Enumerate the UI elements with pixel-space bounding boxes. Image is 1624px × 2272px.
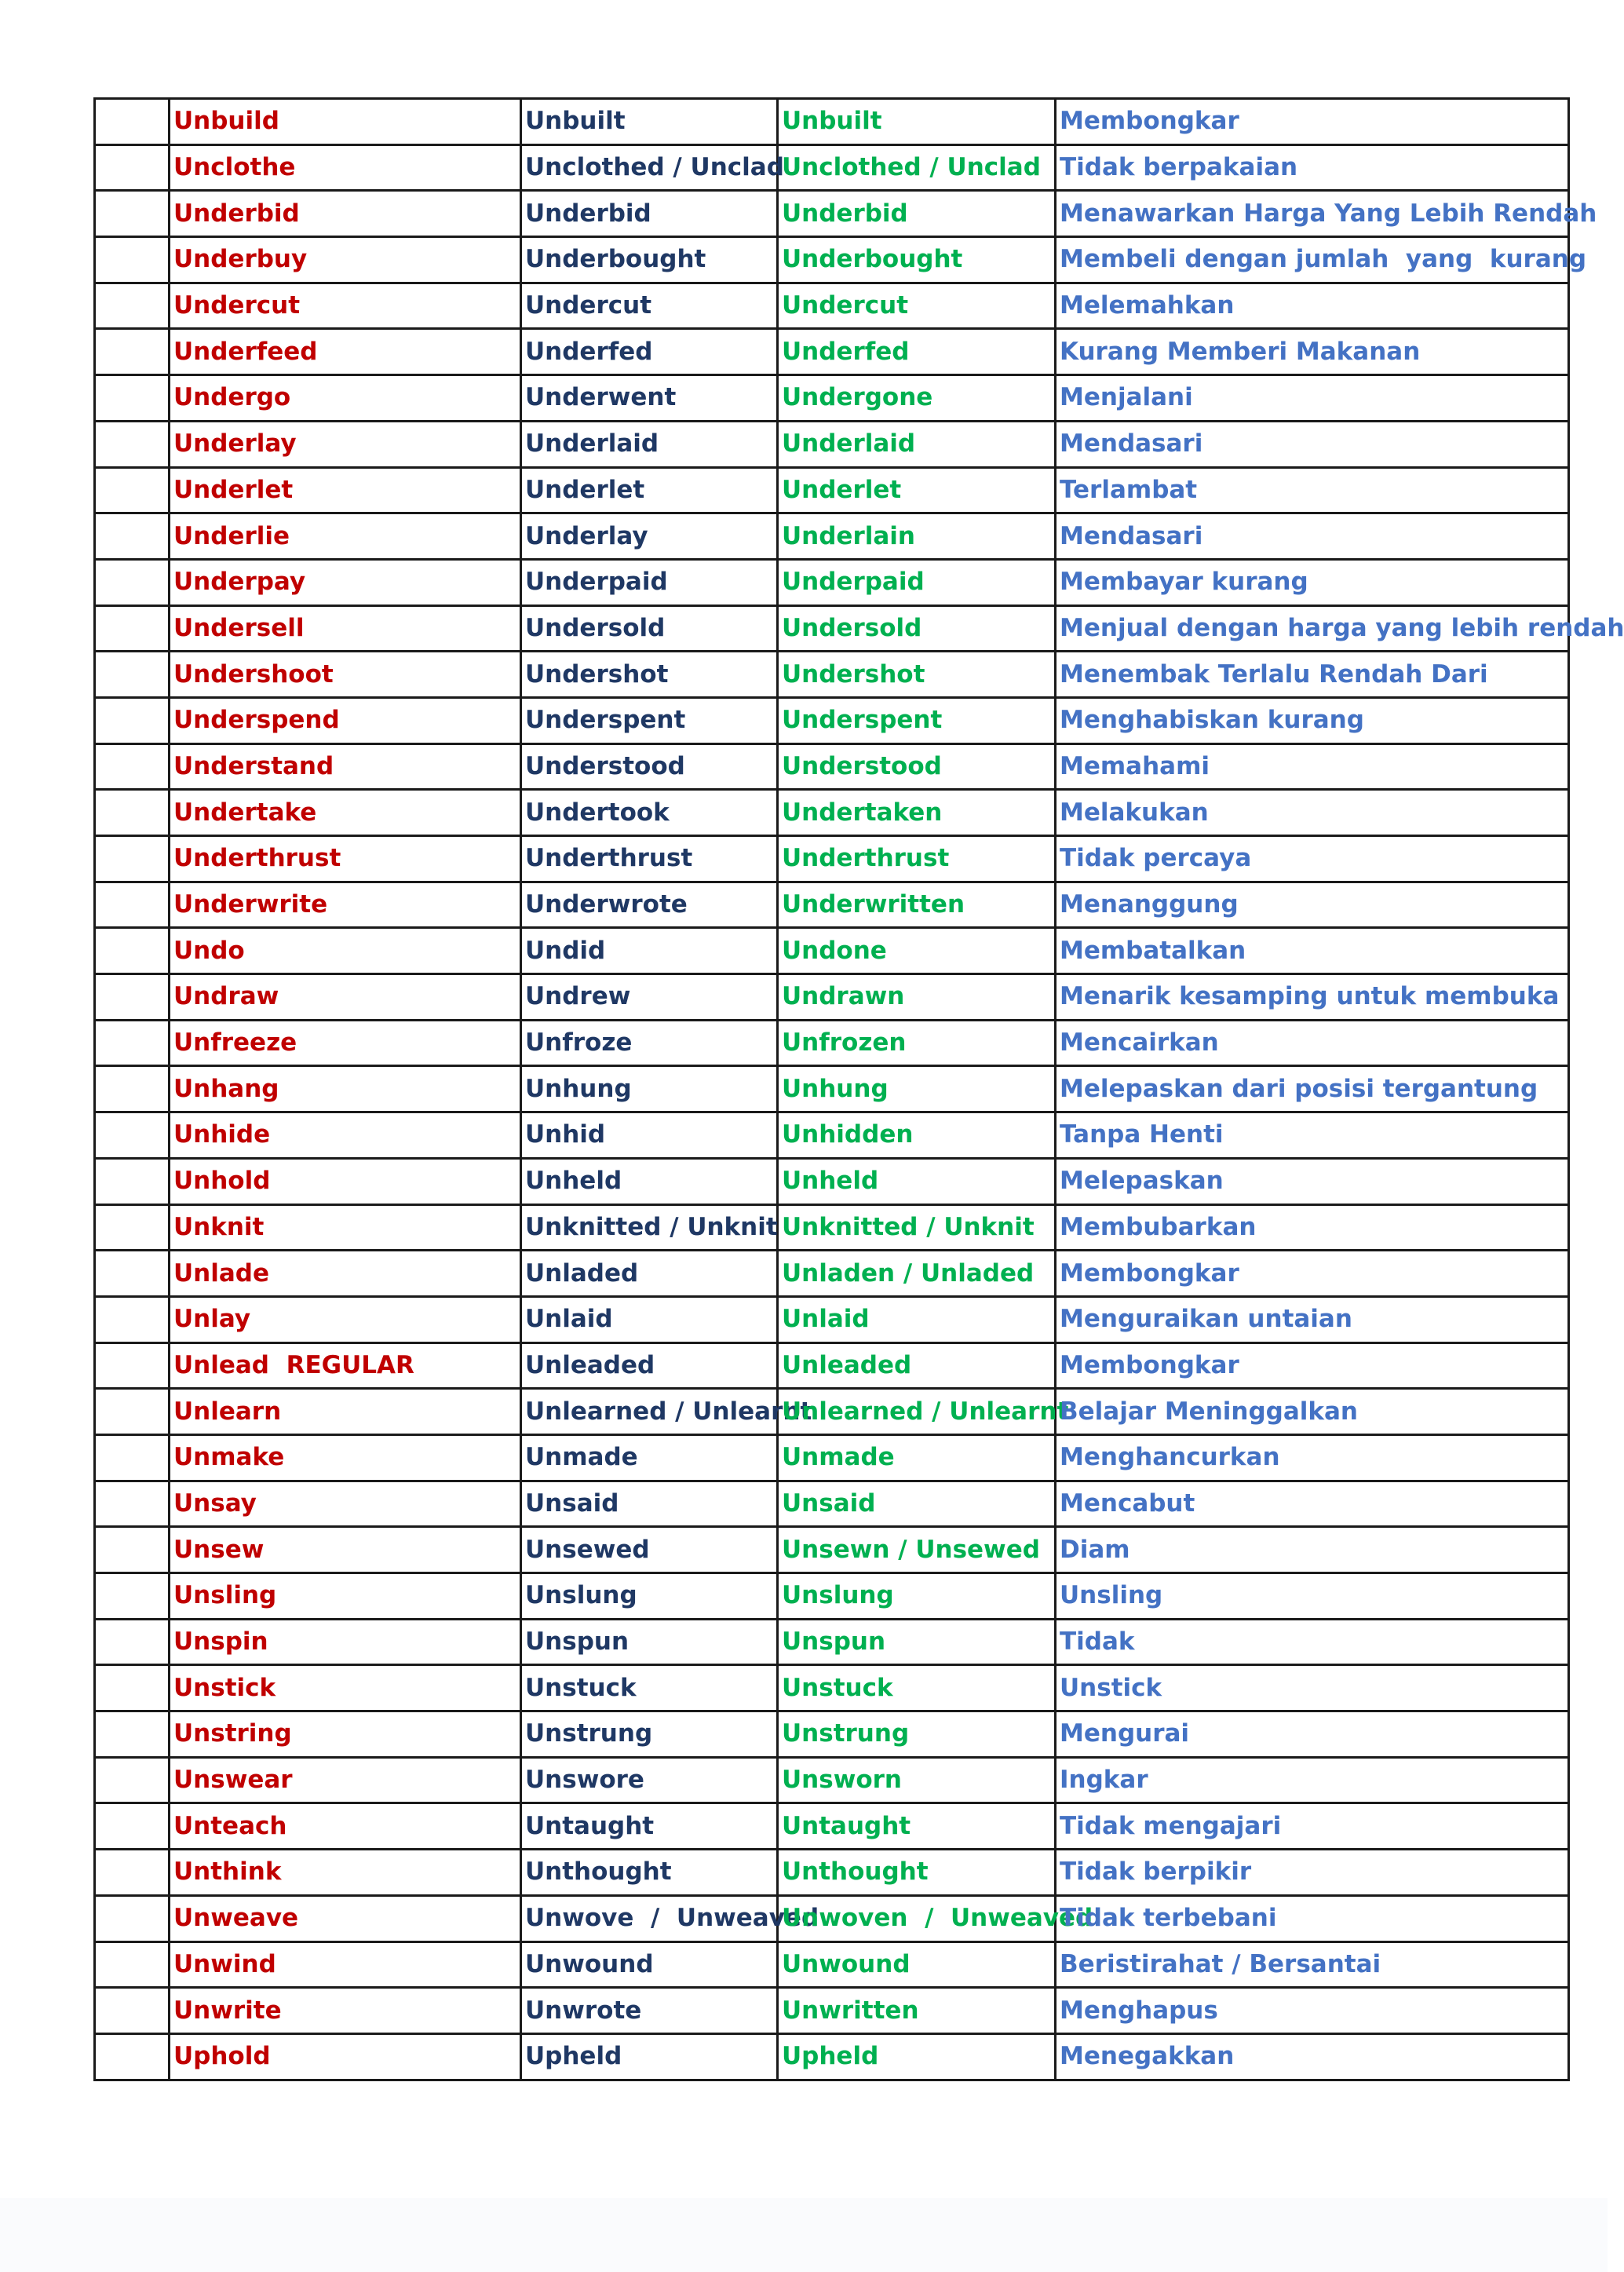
meaning-cell: Tanpa Henti — [1056, 1112, 1569, 1159]
page-footer-area — [0, 2198, 1608, 2272]
table-row — [95, 743, 1569, 790]
number-cell — [95, 743, 170, 790]
meaning-cell: Menarik kesamping untuk membuka — [1056, 974, 1569, 1021]
past-tense-cell: Unhung — [521, 1066, 778, 1112]
past-tense-cell: Undershot — [521, 652, 778, 698]
past-participle-cell: Undone — [778, 928, 1056, 974]
base-form-cell: Underwrite — [170, 882, 521, 928]
base-form-cell: Underfeed — [170, 329, 521, 375]
past-participle-cell: Unclothed / Unclad — [778, 144, 1056, 191]
past-tense-cell: Unswore — [521, 1757, 778, 1803]
table-row — [95, 790, 1569, 836]
past-tense-cell: Unspun — [521, 1619, 778, 1665]
past-participle-cell: Unleaded — [778, 1342, 1056, 1389]
past-tense-cell: Underthrust — [521, 836, 778, 882]
number-cell — [95, 1665, 170, 1711]
table-row — [95, 1757, 1569, 1803]
base-form-cell: Undertake — [170, 790, 521, 836]
past-participle-cell: Unsewn / Unsewed — [778, 1527, 1056, 1573]
past-participle-cell: Underlain — [778, 513, 1056, 560]
meaning-cell: Menjalani — [1056, 375, 1569, 422]
past-tense-cell: Unwrote — [521, 1988, 778, 2034]
table-row — [95, 1251, 1569, 1297]
past-participle-cell: Unfrozen — [778, 1020, 1056, 1066]
past-tense-cell: Understood — [521, 743, 778, 790]
table-row — [95, 421, 1569, 467]
meaning-cell: Mendasari — [1056, 421, 1569, 467]
base-form-cell: Undo — [170, 928, 521, 974]
number-cell — [95, 1434, 170, 1481]
past-participle-cell: Underbought — [778, 237, 1056, 283]
past-tense-cell: Underlay — [521, 513, 778, 560]
past-participle-cell: Unladen / Unladed — [778, 1251, 1056, 1297]
table-row — [95, 1803, 1569, 1850]
past-tense-cell: Undercut — [521, 283, 778, 329]
base-form-cell: Unwind — [170, 1941, 521, 1988]
meaning-cell: Melepaskan dari posisi tergantung — [1056, 1066, 1569, 1112]
base-form-cell: Unlade — [170, 1251, 521, 1297]
base-form-cell: Undersell — [170, 605, 521, 652]
past-participle-cell: Unwritten — [778, 1988, 1056, 2034]
table-row — [95, 1711, 1569, 1758]
table-row — [95, 1665, 1569, 1711]
number-cell — [95, 1112, 170, 1159]
table-row — [95, 928, 1569, 974]
past-tense-cell: Unmade — [521, 1434, 778, 1481]
past-tense-cell: Undrew — [521, 974, 778, 1021]
past-tense-cell: Unbuilt — [521, 99, 778, 145]
table-row — [95, 191, 1569, 237]
base-form-cell: Underlie — [170, 513, 521, 560]
past-tense-cell: Unwove / Unweaved — [521, 1895, 778, 1941]
past-tense-cell: Unlaid — [521, 1296, 778, 1342]
base-form-cell: Unwrite — [170, 1988, 521, 2034]
table-row — [95, 974, 1569, 1021]
meaning-cell: Membeli dengan jumlah yang kurang — [1056, 237, 1569, 283]
meaning-cell: Menanggung — [1056, 882, 1569, 928]
base-form-cell: Unhang — [170, 1066, 521, 1112]
base-form-cell: Unsling — [170, 1573, 521, 1620]
number-cell — [95, 1527, 170, 1573]
table-row — [95, 652, 1569, 698]
meaning-cell: Unstick — [1056, 1665, 1569, 1711]
past-participle-cell: Unhung — [778, 1066, 1056, 1112]
past-participle-cell: Unhidden — [778, 1112, 1056, 1159]
meaning-cell: Melemahkan — [1056, 283, 1569, 329]
past-participle-cell: Undergone — [778, 375, 1056, 422]
table-row — [95, 1895, 1569, 1941]
past-tense-cell: Underwrote — [521, 882, 778, 928]
irregular-verbs-table — [93, 97, 1624, 2081]
number-cell — [95, 1941, 170, 1988]
past-participle-cell: Unknitted / Unknit — [778, 1204, 1056, 1251]
base-form-cell: Unsay — [170, 1481, 521, 1527]
past-tense-cell: Unstrung — [521, 1711, 778, 1758]
table-row — [95, 1619, 1569, 1665]
base-form-cell: Unlearn — [170, 1389, 521, 1435]
past-tense-cell: Undid — [521, 928, 778, 974]
meaning-cell: Membongkar — [1056, 1251, 1569, 1297]
past-tense-cell: Unknitted / Unknit — [521, 1204, 778, 1251]
base-form-cell: Unsew — [170, 1527, 521, 1573]
meaning-cell: Menghabiskan kurang — [1056, 697, 1569, 743]
meaning-cell: Tidak berpikir — [1056, 1850, 1569, 1896]
base-form-cell: Understand — [170, 743, 521, 790]
base-form-cell: Unclothe — [170, 144, 521, 191]
meaning-cell: Kurang Memberi Makanan — [1056, 329, 1569, 375]
table-row — [95, 1112, 1569, 1159]
meaning-cell: Membayar kurang — [1056, 559, 1569, 605]
number-cell — [95, 2033, 170, 2080]
base-form-cell: Unteach — [170, 1803, 521, 1850]
number-cell — [95, 1389, 170, 1435]
meaning-cell: Mencairkan — [1056, 1020, 1569, 1066]
past-participle-cell: Upheld — [778, 2033, 1056, 2080]
past-participle-cell: Underthrust — [778, 836, 1056, 882]
number-cell — [95, 1342, 170, 1389]
past-participle-cell: Underpaid — [778, 559, 1056, 605]
past-tense-cell: Unclothed / Unclad — [521, 144, 778, 191]
number-cell — [95, 1850, 170, 1896]
table-row — [95, 1988, 1569, 2034]
number-cell — [95, 283, 170, 329]
number-cell — [95, 1158, 170, 1204]
past-participle-cell: Unlaid — [778, 1296, 1056, 1342]
past-participle-cell: Underwritten — [778, 882, 1056, 928]
meaning-cell: Terlambat — [1056, 467, 1569, 513]
meaning-cell: Diam — [1056, 1527, 1569, 1573]
table-row — [95, 99, 1569, 145]
base-form-cell: Uphold — [170, 2033, 521, 2080]
past-tense-cell: Unhid — [521, 1112, 778, 1159]
table-row — [95, 1066, 1569, 1112]
number-cell — [95, 1251, 170, 1297]
base-form-cell: Undershoot — [170, 652, 521, 698]
past-participle-cell: Understood — [778, 743, 1056, 790]
table-row — [95, 1020, 1569, 1066]
past-participle-cell: Unlearned / Unlearnt — [778, 1389, 1056, 1435]
base-form-cell: Underlet — [170, 467, 521, 513]
meaning-cell: Melepaskan — [1056, 1158, 1569, 1204]
past-participle-cell: Unwound — [778, 1941, 1056, 1988]
past-tense-cell: Unsewed — [521, 1527, 778, 1573]
base-form-cell: Unbuild — [170, 99, 521, 145]
past-participle-cell: Underbid — [778, 191, 1056, 237]
past-tense-cell: Upheld — [521, 2033, 778, 2080]
number-cell — [95, 1481, 170, 1527]
base-form-cell: Undergo — [170, 375, 521, 422]
past-participle-cell: Unspun — [778, 1619, 1056, 1665]
meaning-cell: Menghapus — [1056, 1988, 1569, 2034]
past-tense-cell: Unleaded — [521, 1342, 778, 1389]
number-cell — [95, 1020, 170, 1066]
table-row — [95, 283, 1569, 329]
base-form-cell: Unweave — [170, 1895, 521, 1941]
meaning-cell: Unsling — [1056, 1573, 1569, 1620]
base-form-cell: Unmake — [170, 1434, 521, 1481]
table-row — [95, 605, 1569, 652]
meaning-cell: Mendasari — [1056, 513, 1569, 560]
table-row — [95, 1573, 1569, 1620]
past-tense-cell: Underlaid — [521, 421, 778, 467]
base-form-cell: Unknit — [170, 1204, 521, 1251]
table-row — [95, 237, 1569, 283]
meaning-cell: Memahami — [1056, 743, 1569, 790]
meaning-cell: Ingkar — [1056, 1757, 1569, 1803]
number-cell — [95, 99, 170, 145]
number-cell — [95, 421, 170, 467]
meaning-cell: Melakukan — [1056, 790, 1569, 836]
number-cell — [95, 1204, 170, 1251]
base-form-cell: Underpay — [170, 559, 521, 605]
table-row — [95, 882, 1569, 928]
number-cell — [95, 974, 170, 1021]
base-form-cell: Underthrust — [170, 836, 521, 882]
number-cell — [95, 237, 170, 283]
meaning-cell: Membubarkan — [1056, 1204, 1569, 1251]
table-body — [95, 99, 1624, 2080]
past-tense-cell: Underfed — [521, 329, 778, 375]
past-tense-cell: Unslung — [521, 1573, 778, 1620]
number-cell — [95, 1711, 170, 1758]
meaning-cell: Tidak terbebani — [1056, 1895, 1569, 1941]
number-cell — [95, 375, 170, 422]
meaning-cell: Membatalkan — [1056, 928, 1569, 974]
base-form-cell: Underbid — [170, 191, 521, 237]
past-tense-cell: Underbid — [521, 191, 778, 237]
past-participle-cell: Unsaid — [778, 1481, 1056, 1527]
past-tense-cell: Underpaid — [521, 559, 778, 605]
number-cell — [95, 144, 170, 191]
past-participle-cell: Underfed — [778, 329, 1056, 375]
past-participle-cell: Unwoven / Unweaved — [778, 1895, 1056, 1941]
number-cell — [95, 697, 170, 743]
number-cell — [95, 1296, 170, 1342]
number-cell — [95, 605, 170, 652]
past-tense-cell: Unsaid — [521, 1481, 778, 1527]
past-participle-cell: Undersold — [778, 605, 1056, 652]
base-form-cell: Underlay — [170, 421, 521, 467]
past-tense-cell: Unfroze — [521, 1020, 778, 1066]
past-tense-cell: Underspent — [521, 697, 778, 743]
past-participle-cell: Undertaken — [778, 790, 1056, 836]
past-participle-cell: Underlet — [778, 467, 1056, 513]
meaning-cell: Beristirahat / Bersantai — [1056, 1941, 1569, 1988]
meaning-cell: Menembak Terlalu Rendah Dari — [1056, 652, 1569, 698]
meaning-cell: Tidak percaya — [1056, 836, 1569, 882]
table-row — [95, 467, 1569, 513]
base-form-cell: Unstring — [170, 1711, 521, 1758]
number-cell — [95, 1757, 170, 1803]
base-form-cell: Unswear — [170, 1757, 521, 1803]
number-cell — [95, 191, 170, 237]
number-cell — [95, 790, 170, 836]
meaning-cell: Belajar Meninggalkan — [1056, 1389, 1569, 1435]
table-row — [95, 1850, 1569, 1896]
meaning-cell: Mengurai — [1056, 1711, 1569, 1758]
past-participle-cell: Undrawn — [778, 974, 1056, 1021]
meaning-cell: Mencabut — [1056, 1481, 1569, 1527]
number-cell — [95, 513, 170, 560]
table-row — [95, 836, 1569, 882]
past-tense-cell: Unlearned / Unlearnt — [521, 1389, 778, 1435]
base-form-cell: Unhold — [170, 1158, 521, 1204]
base-form-cell: Underbuy — [170, 237, 521, 283]
base-form-cell: Underspend — [170, 697, 521, 743]
table-row — [95, 1158, 1569, 1204]
past-tense-cell: Unstuck — [521, 1665, 778, 1711]
number-cell — [95, 559, 170, 605]
table-row — [95, 1389, 1569, 1435]
past-participle-cell: Underlaid — [778, 421, 1056, 467]
table-row — [95, 1342, 1569, 1389]
table-row — [95, 513, 1569, 560]
table-row — [95, 1434, 1569, 1481]
number-cell — [95, 882, 170, 928]
base-form-cell: Unfreeze — [170, 1020, 521, 1066]
past-participle-cell: Undercut — [778, 283, 1056, 329]
past-participle-cell: Unmade — [778, 1434, 1056, 1481]
past-tense-cell: Undersold — [521, 605, 778, 652]
table-row — [95, 559, 1569, 605]
past-tense-cell: Unwound — [521, 1941, 778, 1988]
table-row — [95, 375, 1569, 422]
base-form-cell: Unspin — [170, 1619, 521, 1665]
past-tense-cell: Unthought — [521, 1850, 778, 1896]
base-form-cell: Unlead REGULAR — [170, 1342, 521, 1389]
table-row — [95, 144, 1569, 191]
table-row — [95, 697, 1569, 743]
meaning-cell: Membongkar — [1056, 99, 1569, 145]
number-cell — [95, 1619, 170, 1665]
past-participle-cell: Unthought — [778, 1850, 1056, 1896]
past-tense-cell: Unladed — [521, 1251, 778, 1297]
number-cell — [95, 1066, 170, 1112]
past-participle-cell: Unslung — [778, 1573, 1056, 1620]
meaning-cell: Menjual dengan harga yang lebih rendah — [1056, 605, 1569, 652]
number-cell — [95, 836, 170, 882]
meaning-cell: Membongkar — [1056, 1342, 1569, 1389]
past-tense-cell: Undertook — [521, 790, 778, 836]
number-cell — [95, 1573, 170, 1620]
meaning-cell: Menegakkan — [1056, 2033, 1569, 2080]
base-form-cell: Unstick — [170, 1665, 521, 1711]
past-tense-cell: Untaught — [521, 1803, 778, 1850]
meaning-cell: Tidak mengajari — [1056, 1803, 1569, 1850]
base-form-cell: Unlay — [170, 1296, 521, 1342]
past-participle-cell: Unsworn — [778, 1757, 1056, 1803]
past-tense-cell: Unheld — [521, 1158, 778, 1204]
table-row — [95, 2033, 1569, 2080]
past-tense-cell: Underwent — [521, 375, 778, 422]
table-row — [95, 1941, 1569, 1988]
past-participle-cell: Unstrung — [778, 1711, 1056, 1758]
meaning-cell: Menghancurkan — [1056, 1434, 1569, 1481]
table-row — [95, 1296, 1569, 1342]
meaning-cell: Menawarkan Harga Yang Lebih Rendah — [1056, 191, 1569, 237]
base-form-cell: Undraw — [170, 974, 521, 1021]
past-participle-cell: Unstuck — [778, 1665, 1056, 1711]
meaning-cell: Tidak — [1056, 1619, 1569, 1665]
meaning-cell: Menguraikan untaian — [1056, 1296, 1569, 1342]
number-cell — [95, 1988, 170, 2034]
past-participle-cell: Untaught — [778, 1803, 1056, 1850]
table-row — [95, 1204, 1569, 1251]
number-cell — [95, 928, 170, 974]
number-cell — [95, 1895, 170, 1941]
number-cell — [95, 1803, 170, 1850]
past-participle-cell: Undershot — [778, 652, 1056, 698]
meaning-cell: Tidak berpakaian — [1056, 144, 1569, 191]
past-tense-cell: Underbought — [521, 237, 778, 283]
past-participle-cell: Unheld — [778, 1158, 1056, 1204]
past-tense-cell: Underlet — [521, 467, 778, 513]
table-row — [95, 1527, 1569, 1573]
number-cell — [95, 329, 170, 375]
table-row — [95, 1481, 1569, 1527]
base-form-cell: Unhide — [170, 1112, 521, 1159]
number-cell — [95, 652, 170, 698]
past-participle-cell: Underspent — [778, 697, 1056, 743]
past-participle-cell: Unbuilt — [778, 99, 1056, 145]
number-cell — [95, 467, 170, 513]
base-form-cell: Undercut — [170, 283, 521, 329]
base-form-cell: Unthink — [170, 1850, 521, 1896]
table-row — [95, 329, 1569, 375]
